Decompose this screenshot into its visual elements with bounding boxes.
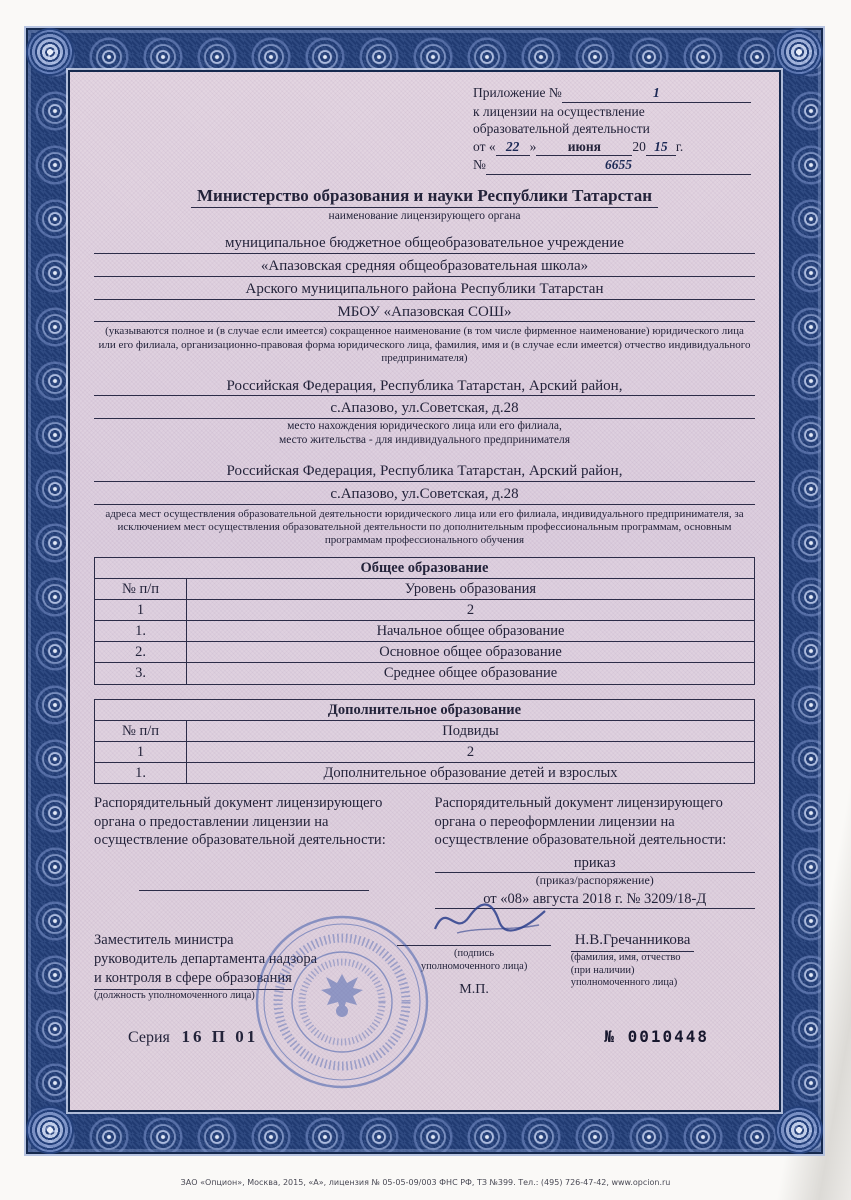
col-header-num: № п/п (95, 578, 187, 599)
license-line-1: к лицензии на осуществление (473, 103, 645, 119)
row-value-cell: Начальное общее образование (187, 621, 755, 642)
row-number-cell: 3. (95, 663, 187, 684)
table-row (95, 642, 755, 663)
table-row (95, 663, 755, 684)
corner-rosette-icon (775, 1106, 823, 1154)
signatory-name: Н.В.Гречанникова (571, 931, 695, 952)
order-grant-text: Распорядительный документ лицензирующего органа о предоставлении лицензии на осуществление образовательной деятельности: (94, 795, 386, 849)
corner-rosette-icon (26, 28, 74, 76)
general-education-title: Общее образование (95, 557, 755, 578)
license-line-2: образовательной деятельности (473, 121, 650, 137)
organization-line-2: «Апазовская средняя общеобразовательная школа» (94, 254, 755, 277)
position-line-3: и контроля в сфере образования (94, 969, 292, 990)
col-header-subtypes: Подвиды (187, 720, 755, 741)
license-date-line (473, 138, 751, 157)
corner-rosette-icon (26, 1106, 74, 1154)
index-cell: 1 (95, 741, 187, 762)
table-title-row (95, 699, 755, 720)
table-row (95, 762, 755, 783)
position-line-2: руководитель департамента надзора (94, 951, 318, 968)
ministry-title: Министерство образования и науки Республики Татарстан (191, 185, 658, 208)
row-number-cell: 2. (95, 642, 187, 663)
col-header-num: № п/п (95, 720, 187, 741)
appendix-header (473, 84, 751, 175)
position-note: (должность уполномоченного лица) (94, 989, 255, 1001)
order-date-value: от «08» августа 2018 г. № 3209/18-Д (435, 890, 756, 910)
date-prefix: от « (473, 138, 496, 154)
printer-imprint: ЗАО «Опцион», Москва, 2015, «А», лицензия № 05-05-09/003 ФНС РФ, ТЗ №399. Тел.: (495) 726-47-42, www.opcion.ru (180, 1178, 671, 1187)
handwritten-signature-icon (427, 897, 553, 941)
table-header-row (95, 578, 755, 599)
seal-mark: М.П. (459, 982, 489, 998)
year-suffix: г. (675, 138, 684, 154)
appendix-number-value: 1 (562, 84, 751, 103)
orders-block (94, 794, 755, 909)
general-education-table (94, 557, 755, 685)
location-note-1: место нахождения юридического лица или его филиала, (287, 420, 562, 433)
signature-note-1: (подпись (454, 948, 495, 960)
date-month-value: июня (536, 138, 632, 157)
table-header-row (95, 720, 755, 741)
ministry-subtitle: наименование лицензирующего органа (328, 209, 521, 222)
index-cell: 1 (95, 600, 187, 621)
name-note-1: (фамилия, имя, отчество (570, 951, 681, 963)
date-close-quote: » (529, 138, 537, 154)
table-title-row (95, 557, 755, 578)
license-number-line (473, 156, 751, 175)
corner-rosette-icon (775, 28, 823, 76)
location-line-2: с.Апазово, ул.Советская, д.28 (94, 396, 755, 419)
table-index-row (95, 741, 755, 762)
additional-education-title: Дополнительное образование (95, 699, 755, 720)
row-number-cell: 1. (95, 762, 187, 783)
additional-education-table (94, 699, 755, 785)
location-note-2: место жительства - для индивидуального предпринимателя (278, 434, 571, 447)
ministry-block (94, 185, 755, 224)
organization-block (94, 231, 755, 365)
name-note-3: уполномоченного лица) (570, 977, 678, 989)
addresses-note: адреса мест осуществления образовательной деятельности юридического лица или его филиала, индивидуального предпринимателя, за исключением мест осуществления образовательной деятельности по дополнительным профессиональным программам, основным программам профессионального обучения (105, 507, 744, 547)
license-number-value: 6655 (486, 156, 751, 175)
year-prefix: 20 (632, 138, 646, 154)
addresses-line-1: Российская Федерация, Республика Татарстан, Арский район, (94, 459, 755, 482)
location-line-1: Российская Федерация, Республика Татарстан, Арский район, (94, 374, 755, 397)
series-label: Серия (128, 1029, 170, 1047)
date-year-value: 15 (646, 138, 676, 157)
number-label: № (473, 157, 486, 173)
appendix-number-line (473, 84, 751, 103)
addresses-block (94, 459, 755, 548)
addresses-line-2: с.Апазово, ул.Советская, д.28 (94, 482, 755, 505)
organization-line-4: МБОУ «Апазовская СОШ» (94, 300, 755, 323)
order-grant-column (94, 794, 415, 909)
name-note-2: (при наличии) (570, 964, 635, 976)
order-type-note: (приказ/распоряжение) (535, 873, 654, 888)
table-index-row (95, 600, 755, 621)
row-number-cell: 1. (95, 621, 187, 642)
index-cell: 2 (187, 600, 755, 621)
col-header-level: Уровень образования (187, 578, 755, 599)
series-value: 16 П 01 (181, 1027, 259, 1047)
signature-note-2: уполномоченного лица) (420, 960, 528, 972)
date-day-value: 22 (496, 138, 530, 157)
row-value-cell: Дополнительное образование детей и взрослых (187, 762, 755, 783)
location-block (94, 374, 755, 448)
official-seal-icon (252, 912, 432, 1092)
row-value-cell: Основное общее образование (187, 642, 755, 663)
order-reissue-column (435, 794, 756, 909)
row-value-cell: Среднее общее образование (187, 663, 755, 684)
table-row (95, 621, 755, 642)
order-reissue-text: Распорядительный документ лицензирующего органа о переоформлении лицензии на осуществление образовательной деятельности: (434, 795, 727, 849)
signatory-name-block (557, 931, 755, 1002)
order-type-value: приказ (435, 854, 756, 874)
organization-line-3: Арского муниципального района Республики Татарстан (94, 277, 755, 300)
appendix-label: Приложение № (473, 85, 562, 100)
position-line-1: Заместитель министра (94, 932, 234, 949)
series-block (128, 1026, 258, 1048)
organization-line-1: муниципальное бюджетное общеобразовательное учреждение (94, 231, 755, 254)
blank-number: № 0010448 (604, 1027, 709, 1047)
index-cell: 2 (187, 741, 755, 762)
order-grant-blank-line (139, 890, 369, 891)
organization-note: (указываются полное и (в случае если имеется) сокращенное наименование (в том числе фирменное наименование) юридического лица или его филиала, организационно-правовая форма юридического лица, фамилия, имя и (в случае если имеется) отчество индивидуального предпринимателя) (98, 325, 751, 365)
